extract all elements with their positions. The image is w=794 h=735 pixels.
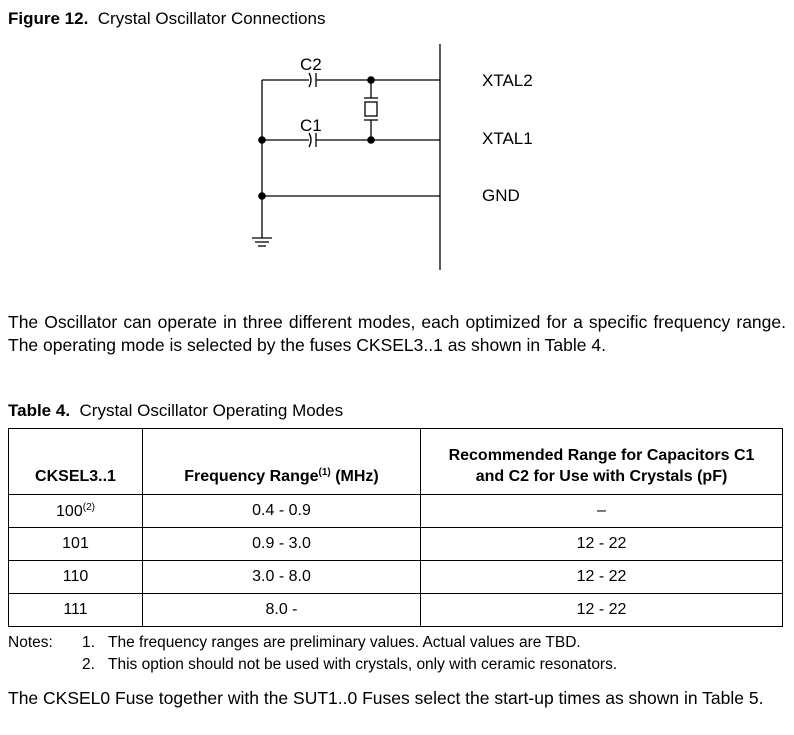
note-text: This option should not be used with crystals, only with ceramic resonators. — [108, 656, 618, 673]
notes-block — [8, 632, 617, 676]
notes-label: Notes: — [8, 634, 53, 651]
table-number: Table 4. — [8, 401, 71, 420]
cell-cksel: 101 — [9, 528, 143, 561]
crystal-symbol — [365, 102, 377, 116]
table-title: Crystal Oscillator Operating Modes — [79, 401, 344, 420]
note-number: 2. — [82, 656, 95, 673]
cell-frequency: 3.0 - 8.0 — [143, 561, 421, 594]
body-paragraph-2: The CKSEL0 Fuse together with the SUT1..0 Fuses select the start-up times as shown in Table 5. — [8, 688, 764, 708]
xtal1-label: XTAL1 — [482, 129, 533, 148]
xtal2-label: XTAL2 — [482, 71, 533, 90]
header-capacitors: Recommended Range for Capacitors C1 and C2 for Use with Crystals (pF) — [421, 429, 783, 495]
cell-frequency: 0.9 - 3.0 — [143, 528, 421, 561]
table-row — [9, 495, 783, 528]
note-item — [8, 654, 617, 676]
cell-frequency: 8.0 - — [143, 594, 421, 627]
cell-capacitors: 12 - 22 — [421, 594, 783, 627]
cell-cksel: 111 — [9, 594, 143, 627]
operating-modes-table — [8, 428, 783, 627]
c2-capacitor-plate-curved — [309, 73, 311, 87]
body-paragraph-1: The Oscillator can operate in three different modes, each optimized for a specific frequency range. The operating mode is selected by the fuses CKSEL3..1 as shown in Table 4. — [8, 312, 786, 355]
header-cksel: CKSEL3..1 — [9, 429, 143, 495]
figure-title: Crystal Oscillator Connections — [97, 9, 326, 28]
header-frequency: Frequency Range$^{(1)}$ (MHz) — [143, 429, 421, 495]
cell-capacitors: – — [421, 495, 783, 528]
c1-label: C1 — [300, 116, 322, 135]
table-header-row — [9, 429, 783, 495]
cell-frequency: 0.4 - 0.9 — [143, 495, 421, 528]
c1-capacitor-plate-curved — [309, 133, 311, 147]
crystal-oscillator-schematic — [0, 0, 794, 290]
table-row — [9, 594, 783, 627]
gnd-label: GND — [482, 186, 520, 205]
note-item — [8, 632, 617, 654]
cell-cksel: 110 — [9, 561, 143, 594]
c2-label: C2 — [300, 55, 322, 74]
table-caption — [8, 401, 343, 421]
cell-cksel: 100$^{(2)}$ — [9, 495, 143, 528]
cell-capacitors: 12 - 22 — [421, 528, 783, 561]
note-text: The frequency ranges are preliminary values. Actual values are TBD. — [108, 634, 581, 651]
table-row — [9, 528, 783, 561]
note-number: 1. — [82, 634, 95, 651]
table-row — [9, 561, 783, 594]
figure-number: Figure 12. — [8, 9, 89, 28]
cell-capacitors: 12 - 22 — [421, 561, 783, 594]
